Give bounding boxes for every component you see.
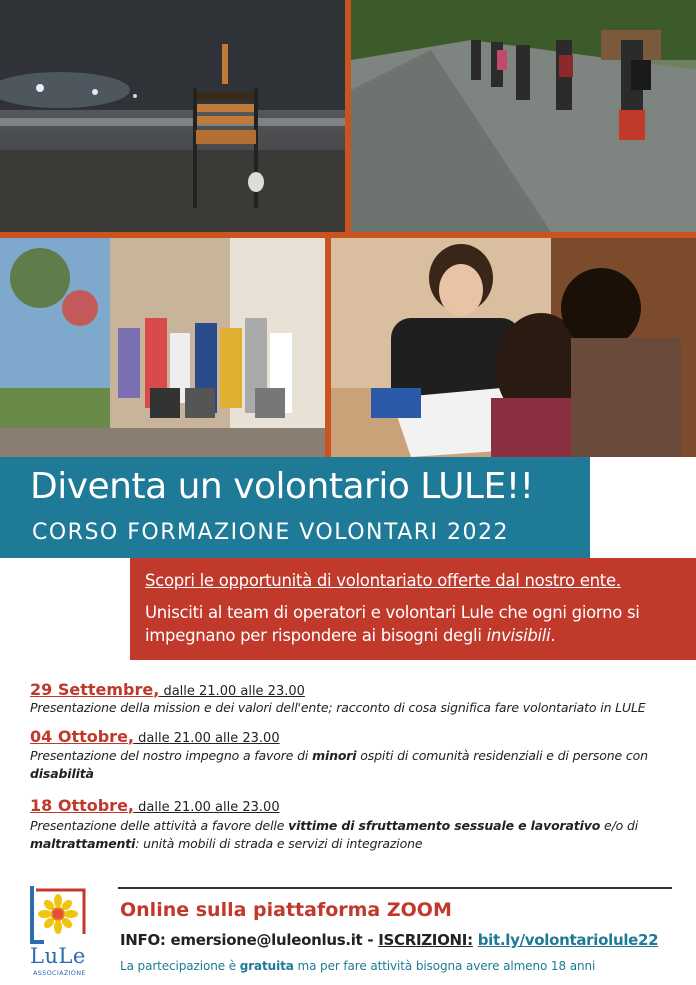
photo-volunteer-group	[0, 238, 325, 457]
page-title: Diventa un volontario LULE!!	[30, 466, 534, 507]
note-bold: gratuita	[239, 959, 294, 973]
online-platform-text: Online sulla piattaforma ZOOM	[120, 899, 452, 921]
event-desc-bold: disabilità	[30, 766, 94, 781]
info-email: INFO: emersione@luleonlus.it -	[120, 931, 379, 949]
note-text: ma per fare attività bisogna avere almeno 18 anni	[293, 959, 596, 973]
intro-emphasis: invisibili	[486, 626, 551, 645]
photo-walking-group	[351, 0, 696, 232]
event-desc-text: e/o di	[600, 818, 639, 833]
event-date-line	[30, 796, 280, 815]
event-date: 18 Ottobre	[30, 796, 128, 815]
event-desc-text: ospiti di comunità residenziali e di persone con	[356, 748, 648, 763]
event-desc-text: Presentazione delle attività a favore delle	[30, 818, 289, 833]
logo-wordmark: LuLe	[30, 944, 86, 968]
event-date-line	[30, 680, 305, 699]
photo-empty-chair	[0, 0, 345, 232]
frame-divider-horizontal	[0, 232, 696, 238]
event-date: 29 Settembre	[30, 680, 154, 699]
footer-divider	[118, 887, 672, 889]
registration-link[interactable]: bit.ly/volontariolule22	[477, 931, 659, 949]
event-description: Presentazione della mission e dei valori dell'ente; racconto di cosa significa fare volontariato in LULE	[30, 700, 646, 715]
logo-subtitle: ASSOCIAZIONE	[33, 969, 86, 977]
note-text: La partecipazione è	[120, 959, 240, 973]
event-date-line	[30, 727, 280, 746]
intro-text: Unisciti al team di operatori e volontari Lule che ogni giorno si impegnano per rispondere ai bisogni degli	[145, 603, 640, 645]
event-description	[30, 817, 685, 853]
course-subtitle: CORSO FORMAZIONE VOLONTARI 2022	[32, 520, 510, 545]
event-time: dalle 21.00 alle 23.00	[159, 684, 305, 699]
participation-note	[120, 959, 595, 973]
frame-divider-vertical-bottom	[325, 238, 331, 457]
event-desc-text: Presentazione del nostro impegno a favore di	[30, 748, 313, 763]
event-desc-bold: vittime di sfruttamento sessuale e lavorativo	[288, 818, 601, 833]
event-comma: ,	[153, 680, 160, 699]
event-comma: ,	[127, 727, 134, 746]
event-desc-bold: maltrattamenti	[30, 836, 136, 851]
event-description	[30, 747, 685, 783]
photo-counselling-meeting	[331, 238, 696, 457]
intro-headline: Scopri le opportunità di volontariato offerte dal nostro ente.	[145, 571, 621, 590]
iscrizioni-label: ISCRIZIONI:	[378, 931, 473, 949]
event-date: 04 Ottobre	[30, 727, 128, 746]
event-desc-bold: minori	[312, 748, 357, 763]
event-time: dalle 21.00 alle 23.00	[134, 731, 280, 746]
event-comma: ,	[127, 796, 134, 815]
info-line	[120, 931, 658, 949]
intro-text-end: .	[550, 626, 556, 645]
intro-paragraph	[145, 601, 690, 647]
event-desc-text: : unità mobili di strada e servizi di integrazione	[135, 836, 423, 851]
frame-divider-vertical-top	[345, 0, 351, 238]
event-time: dalle 21.00 alle 23.00	[134, 800, 280, 815]
